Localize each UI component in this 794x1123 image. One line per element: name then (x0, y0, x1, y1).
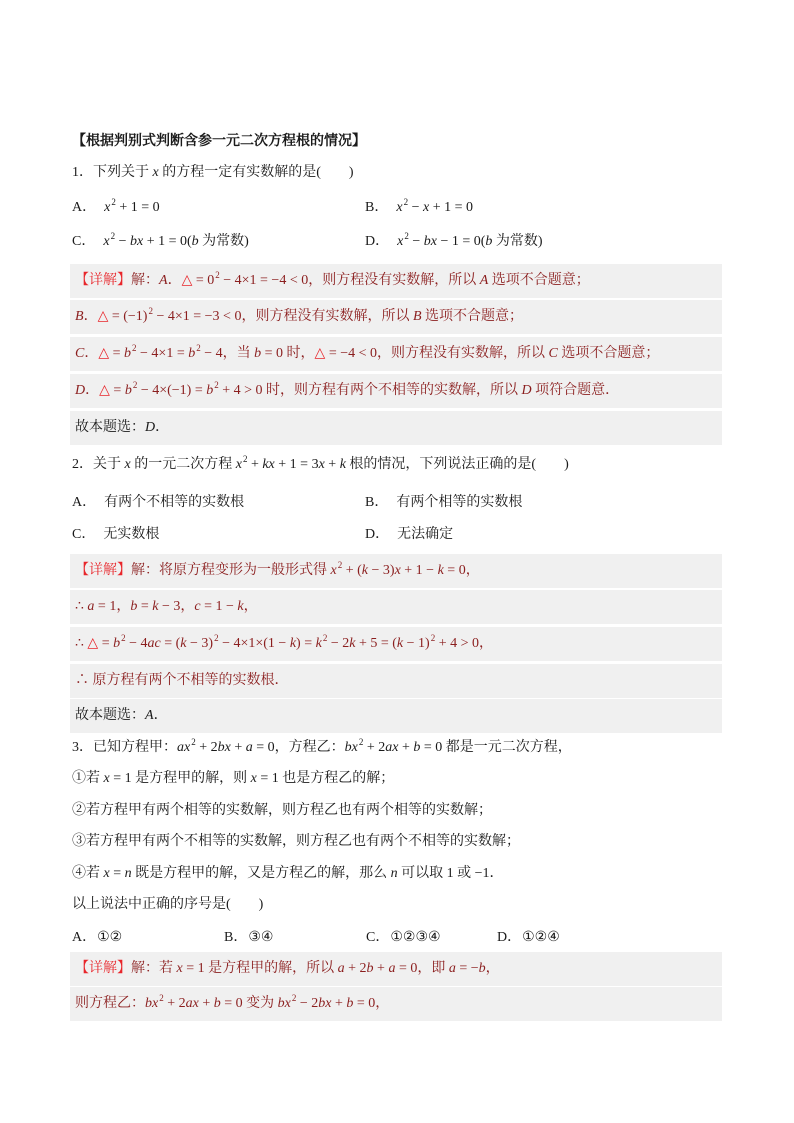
text-run: 选项不合题意； (421, 309, 524, 324)
superscript: 2 (214, 380, 219, 390)
text-run: = (98, 636, 114, 651)
math-variable: k (361, 563, 368, 578)
section-title: 【根据判别式判断含参一元二次方程根的情况】 (72, 134, 366, 149)
text-run: = 1 − (200, 599, 238, 614)
superscript: 2 (132, 343, 137, 353)
math-variable: k (437, 563, 444, 578)
math-variable: x (394, 563, 401, 578)
text-run: 以上说法中正确的序号是( ) (72, 897, 264, 912)
text-run: ) = (296, 636, 316, 651)
math-variable: x (250, 771, 257, 786)
q2-solution-line-1 (70, 554, 722, 588)
text-run: = 0， (353, 996, 390, 1011)
text-run: = 1 是方程甲的解，所以 (182, 961, 338, 976)
text-run: ． (167, 273, 182, 288)
math-variable: B (75, 309, 84, 324)
math-variable: c (194, 599, 201, 614)
text-run: − (408, 234, 424, 249)
math-variable: D (521, 383, 532, 398)
text-run: + 4 > 0， (435, 636, 493, 651)
text-run: 选项不合题意； (488, 273, 590, 288)
text-run: ③若方程甲有两个不相等的实数解，则方程乙也有两个不相等的实数解； (72, 834, 520, 849)
text-run: + 2 (363, 740, 386, 755)
option-content (97, 930, 122, 945)
math-variable: b (113, 636, 121, 651)
q3-statement-1 (72, 768, 394, 790)
q1-option-c (72, 231, 249, 253)
math-variable: k (237, 599, 244, 614)
text-run: + 2 (195, 740, 218, 755)
text-run: 选项不合题意； (557, 346, 660, 361)
math-variable: bx (344, 740, 358, 755)
option-label: A． (72, 495, 97, 510)
text-run: 故本题选： (75, 420, 145, 435)
text-run: = 1 是方程甲的解，则 (109, 771, 251, 786)
q2-solution-answer (70, 699, 722, 733)
math-variable: b (206, 383, 214, 398)
option-label: B． (365, 495, 389, 510)
text-run: = −4 < 0，则方程没有实数解，所以 (325, 346, 549, 361)
q1-solution-line-2 (70, 300, 722, 334)
math-variable: b (254, 346, 262, 361)
text-run: + 1 − (400, 563, 438, 578)
math-variable: k (180, 636, 187, 651)
q3-solution-line-2 (70, 987, 722, 1021)
delta-symbol: △ (99, 383, 110, 398)
delta-symbol: △ (181, 273, 193, 288)
text-run: ． (85, 383, 100, 398)
text-run: ． (83, 309, 98, 324)
math-variable: a (388, 961, 396, 976)
text-run: − (115, 234, 130, 249)
text-run: − 2 (327, 636, 350, 651)
superscript: 2 (430, 633, 436, 643)
superscript: 2 (121, 633, 126, 643)
text-run: − 3) (368, 563, 395, 578)
text-run: 无法确定 (397, 527, 454, 542)
detail-label: 【详解】 (75, 273, 131, 288)
math-variable: a (87, 599, 95, 614)
text-run: ∴ (75, 636, 88, 651)
superscript: 2 (110, 231, 116, 241)
text-run: = (109, 866, 125, 881)
q2-solution-line-2 (70, 590, 722, 624)
q3-statement-2 (72, 800, 492, 822)
text-run: ②若方程甲有两个相等的实数解，则方程乙也有两个相等的实数解； (72, 803, 492, 818)
math-variable: x (397, 234, 404, 249)
text-run: + 5 = ( (355, 636, 397, 651)
option-label: D． (365, 234, 390, 249)
text-run: − 2 (296, 996, 319, 1011)
text-run: ④若 (72, 866, 104, 881)
math-variable: A (145, 708, 154, 723)
text-run: + (247, 457, 263, 472)
math-variable: a (448, 961, 456, 976)
text-run: 既是方程甲的解，又是方程乙的解，那么 (131, 866, 391, 881)
math-variable: n (390, 866, 398, 881)
text-run: 的一元二次方程 (130, 457, 236, 472)
math-variable: x (152, 165, 159, 180)
option-content (522, 930, 560, 945)
text-run: = 0 都是一元二次方程， (420, 740, 572, 755)
math-variable: D (75, 383, 86, 398)
text-run: 则方程乙： (75, 996, 145, 1011)
q1-option-a (72, 197, 160, 219)
q1-option-b (365, 197, 473, 219)
text-run: + (373, 961, 389, 976)
math-variable: bx (217, 740, 231, 755)
math-variable: x (103, 234, 110, 249)
text-run: + (331, 996, 347, 1011)
math-variable: b (485, 234, 493, 249)
math-variable: k (349, 636, 356, 651)
q3-option-d (497, 927, 560, 949)
text-run: ①②④ (522, 930, 560, 945)
q1-solution-answer (70, 411, 722, 445)
math-variable: ax (177, 740, 191, 755)
math-variable: x (330, 563, 337, 578)
math-variable: D (145, 420, 156, 435)
q2-solution-line-3 (70, 627, 722, 661)
q3-stem (72, 737, 572, 759)
text-run: 无实数根 (103, 527, 160, 542)
text-run: = 1， (94, 599, 131, 614)
text-run: 2．关于 (72, 457, 125, 472)
text-run: ①若 (72, 771, 104, 786)
text-run: = 0 时， (261, 346, 315, 361)
text-run: − 4×1×(1 − (218, 636, 290, 651)
math-variable: A (159, 273, 168, 288)
math-variable: n (124, 866, 132, 881)
superscript: 2 (214, 633, 219, 643)
option-label: B． (365, 200, 389, 215)
option-content (396, 197, 473, 215)
text-run: 可以取 1 或 −1． (397, 866, 504, 881)
math-variable: b (124, 346, 132, 361)
text-run: + 1 = 0( (143, 234, 192, 249)
option-content (248, 930, 273, 945)
option-label: A． (72, 930, 97, 945)
q3-solution-line-1 (70, 952, 722, 986)
text-run: + 2 (344, 961, 367, 976)
text-run: 为常数) (492, 234, 543, 249)
math-variable: b (188, 346, 196, 361)
math-variable: x (104, 200, 111, 215)
text-run: − 1) (403, 636, 430, 651)
text-run: + 2 (163, 996, 186, 1011)
option-label: C． (366, 930, 390, 945)
math-variable: b (478, 961, 486, 976)
text-run: + 1 = 3 (274, 457, 319, 472)
math-variable: B (412, 309, 422, 324)
text-run: − 4×(−1) = (137, 383, 207, 398)
math-variable: b (213, 996, 221, 1011)
superscript: 2 (148, 306, 153, 316)
text-run: = 0 (192, 273, 215, 288)
text-run: 解：若 (131, 961, 177, 976)
text-run: 故本题选： (75, 708, 145, 723)
text-run: = 0， (443, 563, 480, 578)
math-variable: bx (318, 996, 332, 1011)
delta-symbol: △ (314, 346, 326, 361)
text-run: = (109, 383, 125, 398)
text-run: = (−1) (108, 309, 148, 324)
math-variable: k (339, 457, 346, 472)
math-variable: bx (423, 234, 437, 249)
text-run: + 1 = 0 (429, 200, 473, 215)
q3-option-c (366, 927, 441, 949)
math-variable: k (396, 636, 404, 651)
q2-solution-line-4 (70, 664, 722, 698)
option-content (103, 231, 249, 249)
text-run: = (137, 599, 153, 614)
math-variable: ac (147, 636, 161, 651)
q3-option-a (72, 927, 122, 949)
text-run: − 4×1 = (136, 346, 189, 361)
text-run: + (230, 740, 246, 755)
text-run: 解：将原方程变形为一般形式得 (131, 563, 331, 578)
math-variable: b (130, 599, 138, 614)
option-label: A． (72, 200, 97, 215)
q3-statement-4 (72, 863, 504, 885)
text-run: 有两个相等的实数根 (396, 495, 523, 510)
math-variable: ax (385, 740, 399, 755)
option-content (397, 231, 543, 249)
delta-symbol: △ (87, 636, 99, 651)
option-content (396, 495, 522, 510)
text-run: − 3) (186, 636, 214, 651)
math-variable: bx (129, 234, 144, 249)
superscript: 2 (337, 560, 343, 570)
math-variable: a (337, 961, 345, 976)
option-content (103, 527, 159, 542)
q2-option-c (72, 524, 159, 546)
option-label: B． (224, 930, 248, 945)
superscript: 2 (403, 197, 409, 207)
text-run: ， (485, 961, 500, 976)
math-variable: bx (145, 996, 159, 1011)
text-run: ． (155, 420, 170, 435)
option-content (397, 527, 453, 542)
text-run: 3．已知方程甲： (72, 740, 177, 755)
math-variable: C (548, 346, 558, 361)
text-run: − 4×1 = −3 < 0，则方程没有实数解，所以 (152, 309, 413, 324)
option-content (104, 495, 244, 510)
math-variable: x (318, 457, 325, 472)
text-run: − (408, 200, 423, 215)
text-run: + (398, 740, 414, 755)
detail-label: 【详解】 (75, 961, 131, 976)
text-run: ①②③④ (390, 930, 441, 945)
math-variable: k (315, 636, 322, 651)
delta-symbol: △ (98, 346, 110, 361)
text-run: = ( (160, 636, 181, 651)
text-run: ， (243, 599, 258, 614)
text-run: ③④ (248, 930, 274, 945)
superscript: 2 (191, 737, 196, 747)
superscript: 2 (291, 993, 297, 1003)
math-variable: x (235, 457, 242, 472)
superscript: 2 (215, 270, 220, 280)
delta-symbol: △ (97, 309, 109, 324)
q3-option-b (224, 927, 273, 949)
math-variable: b (366, 961, 374, 976)
q2-option-b (365, 492, 522, 514)
math-variable: x (103, 771, 110, 786)
text-run: 为常数) (198, 234, 249, 249)
superscript: 2 (196, 343, 201, 353)
math-variable: x (124, 457, 131, 472)
text-run: ∴ 原方程有两个不相等的实数根． (75, 673, 289, 688)
math-variable: kx (262, 457, 275, 472)
math-variable: b (413, 740, 421, 755)
text-run: + (198, 996, 214, 1011)
text-run: + (324, 457, 340, 472)
math-variable: b (191, 234, 199, 249)
text-run: 的方程一定有实数解的是( ) (158, 165, 354, 180)
option-content (390, 930, 440, 945)
math-variable: b (124, 383, 132, 398)
superscript: 2 (159, 993, 164, 1003)
q2-stem (72, 454, 569, 476)
math-variable: x (103, 866, 110, 881)
superscript: 2 (111, 197, 116, 207)
superscript: 2 (242, 454, 248, 464)
text-run: = 0，方程乙： (252, 740, 345, 755)
q2-option-a (72, 492, 244, 514)
option-content (104, 197, 160, 215)
q1-solution-line-4 (70, 374, 722, 408)
math-variable: b (346, 996, 354, 1011)
math-variable: x (396, 200, 403, 215)
text-run: = 0 变为 (220, 996, 278, 1011)
text-run: = (109, 346, 125, 361)
text-run: − 4 (125, 636, 148, 651)
math-variable: ax (185, 996, 199, 1011)
q1-option-d (365, 231, 543, 253)
text-run: + ( (342, 563, 362, 578)
math-variable: k (152, 599, 159, 614)
text-run: ∴ (75, 599, 88, 614)
superscript: 2 (358, 737, 364, 747)
q1-solution-line-3 (70, 337, 722, 371)
text-run: 解： (131, 273, 159, 288)
math-variable: x (176, 961, 183, 976)
q1-stem (72, 162, 354, 184)
superscript: 2 (404, 231, 409, 241)
text-run: ①② (97, 930, 123, 945)
math-variable: a (245, 740, 253, 755)
math-variable: k (289, 636, 297, 651)
option-label: C． (72, 234, 96, 249)
text-run: 项符合题意． (531, 383, 620, 398)
math-variable: bx (277, 996, 291, 1011)
text-run: = − (455, 961, 479, 976)
text-run: + 1 = 0 (115, 200, 160, 215)
text-run: 有两个不相等的实数根 (104, 495, 245, 510)
detail-label: 【详解】 (75, 563, 131, 578)
text-run: = 1 也是方程乙的解； (256, 771, 395, 786)
option-label: D． (497, 930, 522, 945)
text-run: − 1 = 0( (436, 234, 486, 249)
math-variable: x (422, 200, 430, 215)
math-variable: C (75, 346, 85, 361)
option-label: C． (72, 527, 96, 542)
option-label: D． (365, 527, 390, 542)
text-run: 根的情况，下列说法正确的是( ) (345, 457, 569, 472)
q3-prompt (72, 894, 263, 916)
q2-option-d (365, 524, 453, 546)
text-run: ． (84, 346, 99, 361)
text-run: − 3， (158, 599, 195, 614)
text-run: 1．下列关于 (72, 165, 153, 180)
text-run: − 4，当 (200, 346, 255, 361)
q1-solution-line-1 (70, 264, 722, 298)
text-run: ． (153, 708, 168, 723)
math-variable: A (479, 273, 489, 288)
text-run: + 4 > 0 时，则方程有两个不相等的实数解，所以 (218, 383, 522, 398)
q3-statement-3 (72, 831, 520, 853)
superscript: 2 (132, 380, 138, 390)
text-run: = 0，即 (395, 961, 449, 976)
text-run: − 4×1 = −4 < 0，则方程没有实数解，所以 (219, 273, 480, 288)
superscript: 2 (322, 633, 328, 643)
